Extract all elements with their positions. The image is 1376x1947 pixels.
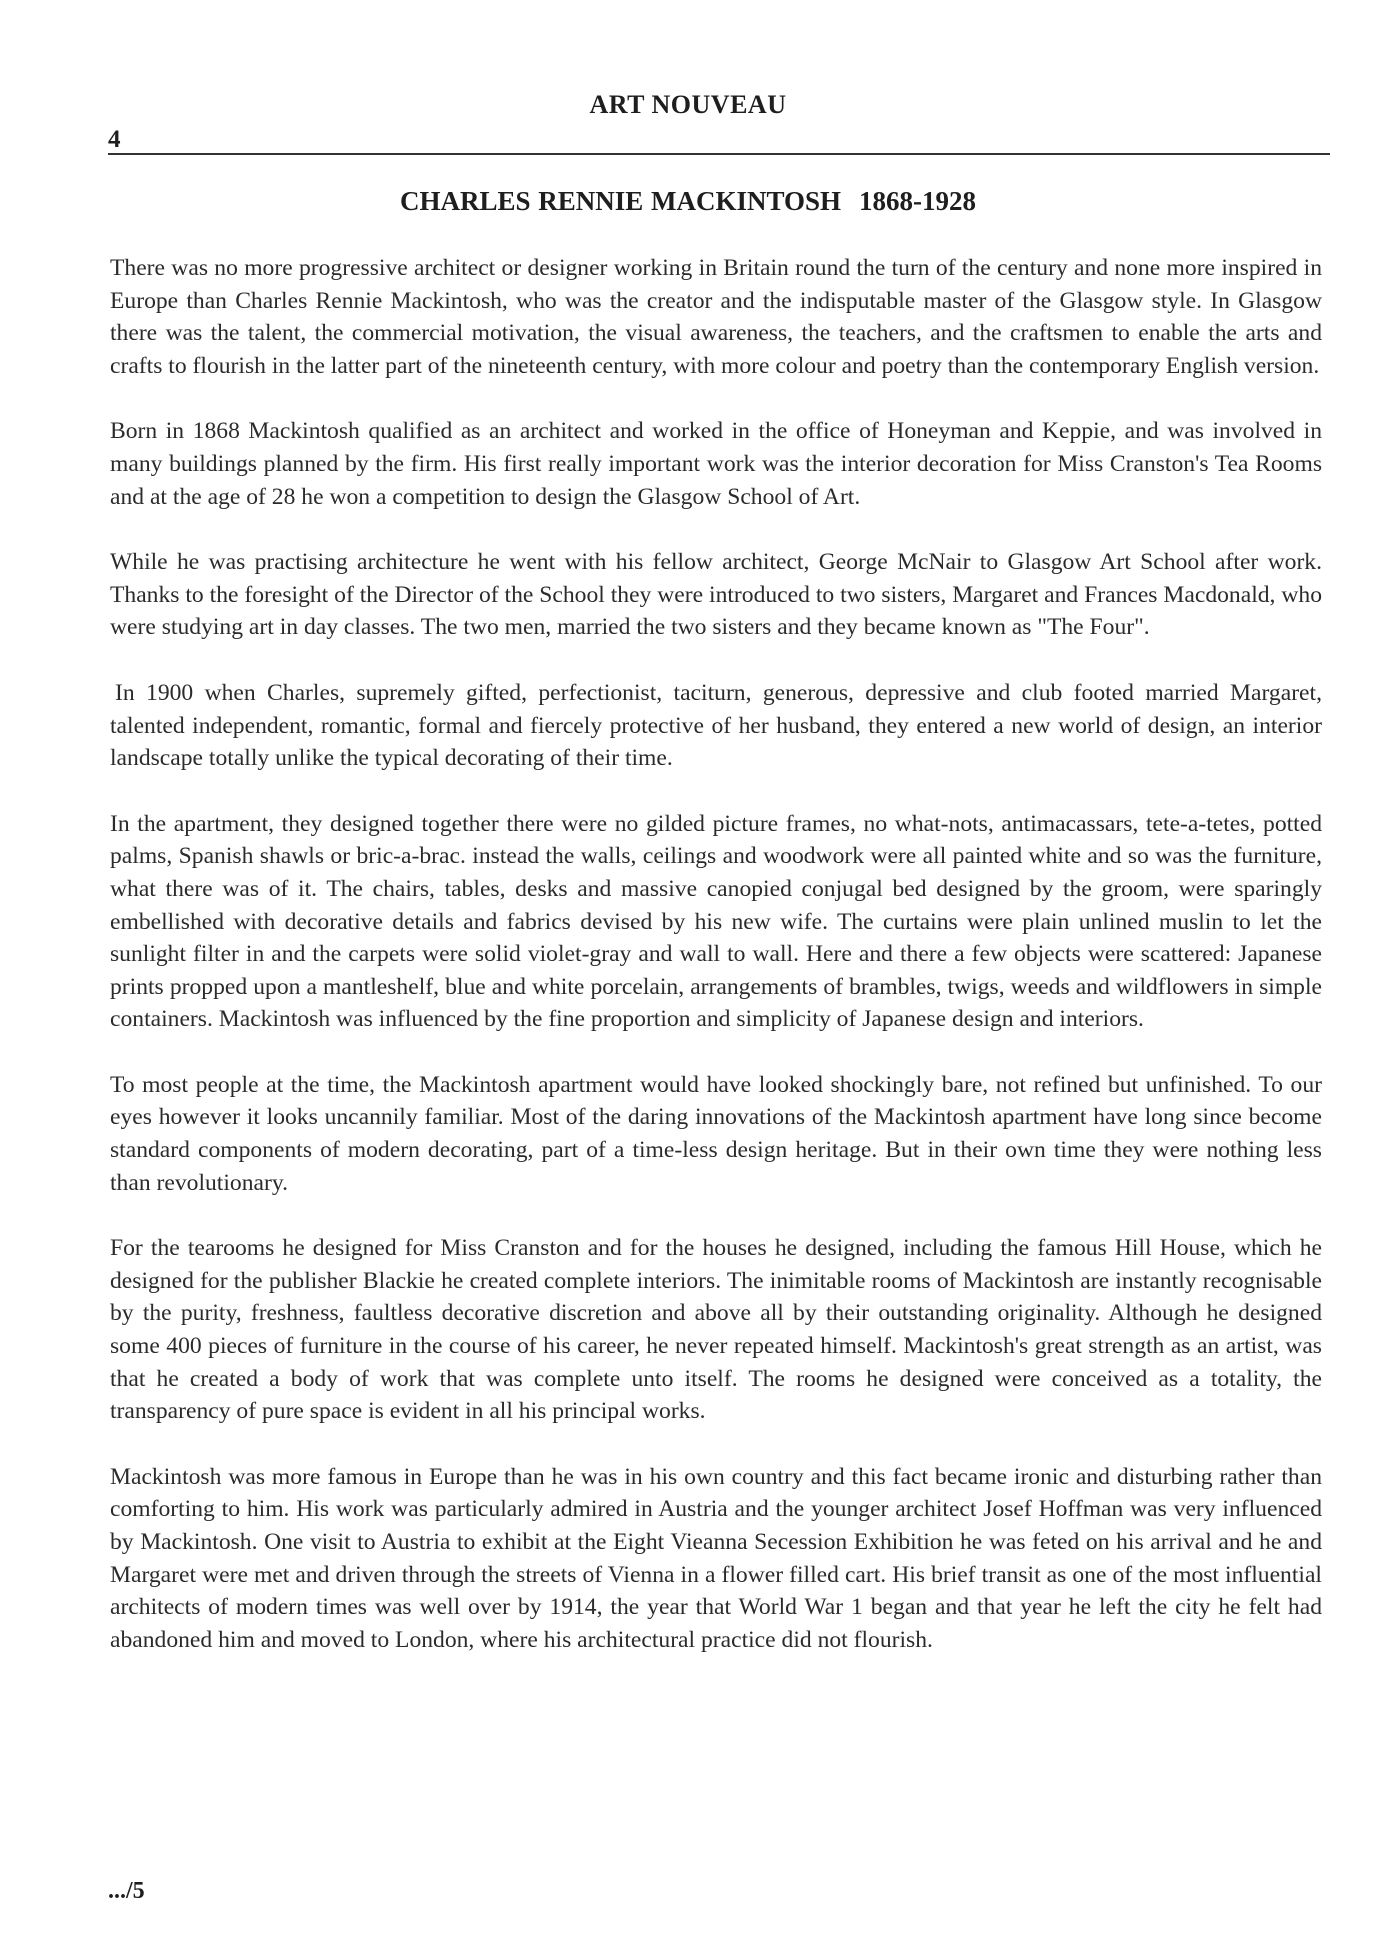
paragraph-6: To most people at the time, the Mackintosh apartment would have looked shockingly bare, not refined but unfinished. To our eyes however it looks uncannily familiar. Most of the daring innovations of the Mackintosh apartment have long since become standard components of modern decorating, part of a time-less design heritage. But in their own time they were nothing less than revolutionary. — [110, 1071, 1322, 1196]
paragraph-2: Born in 1868 Mackintosh qualified as an architect and worked in the office of Honeyman and Keppie, and was involved in many buildings planned by the firm. His first really important work was the interior decoration for Miss Cranston's Tea Rooms and at the age of 28 he won a competition to design the Glasgow School of Art. — [110, 418, 1322, 510]
running-header-title: ART NOUVEAU — [589, 90, 787, 119]
header-divider — [108, 153, 1330, 155]
paragraph-1: There was no more progressive architect or designer working in Britain round the turn of the century and none more inspired in Europe than Charles Rennie Mackintosh, who was the creator and the indisputable master of the Glasgow style. In Glasgow there was the talent, the commercial motivation, the visual awareness, the teachers, and the craftsmen to enable the arts and crafts to flourish in the latter part of the nineteenth century, with more colour and poetry than the contemporary English version. — [110, 255, 1322, 379]
article-title-years: 1868-1928 — [859, 186, 977, 216]
article-title — [0, 186, 1376, 217]
paragraph-5: In the apartment, they designed together there were no gilded picture frames, no what-nots, antimacassars, tete-a-tetes, potted palms, Spanish shawls or bric-a-brac. instead the walls, ceilings and woodwork were all painted white and so was the furniture, what there was of it. The chairs, tables, desks and massive canopied conjugal bed designed by the groom, were sparingly embellished with decorative details and fabrics devised by his new wife. The curtains were plain unlined muslin to let the sunlight filter in and the carpets were solid violet-gray and wall to wall. Here and there a few objects were scattered: Japanese prints propped upon a mantleshelf, blue and white porcelain, arrangements of brambles, twigs, weeds and wildflowers in simple containers. Mackintosh was influenced by the fine proportion and simplicity of Japanese design and interiors. — [110, 810, 1322, 1033]
paragraph-7: For the tearooms he designed for Miss Cranston and for the houses he designed, including the famous Hill House, which he designed for the publisher Blackie he created complete interiors. The inimitable rooms of Mackintosh are instantly recognisable by the purity, freshness, faultless decorative discretion and above all by their outstanding originality. Although he designed some 400 pieces of furniture in the course of his career, he never repeated himself. Mackintosh's great strength as an artist, was that he created a body of work that was complete unto itself. The rooms he designed were conceived as a totality, the transparency of pure space is evident in all his principal works. — [110, 1235, 1322, 1425]
paragraph-3: While he was practising architecture he went with his fellow architect, George McNair to Glasgow Art School after work. Thanks to the foresight of the Director of the School they were introduced to two sisters, Margaret and Frances Macdonald, who were studying art in day classes. The two men, married the two sisters and they became known as "The Four". — [110, 549, 1322, 641]
paragraph-8: Mackintosh was more famous in Europe than he was in his own country and this fact became ironic and disturbing rather than comforting to him. His work was particularly admired in Austria and the younger architect Josef Hoffman was very influenced by Mackintosh. One visit to Austria to exhibit at the Eight Vieanna Secession Exhibition he was feted on his arrival and he and Margaret were met and driven through the streets of Vienna in a flower filled cart. His brief transit as one of the most influential architects of modern times was well over by 1914, the year that World War 1 began and that year he left the city he felt had abandoned him and moved to London, where his architectural practice did not flourish. — [110, 1463, 1322, 1653]
continuation-marker: .../5 — [108, 1878, 145, 1904]
article-title-name: CHARLES RENNIE MACKINTOSH — [399, 186, 842, 216]
page-number: 4 — [108, 126, 121, 153]
paragraph-4: In 1900 when Charles, supremely gifted, perfectionist, taciturn, generous, depressive and club footed married Margaret, talented independent, romantic, formal and fiercely protective of her husband, they entered a new world of design, an interior landscape totally unlike the typical decorating of their time. — [110, 679, 1322, 772]
article-body — [110, 252, 1322, 1689]
